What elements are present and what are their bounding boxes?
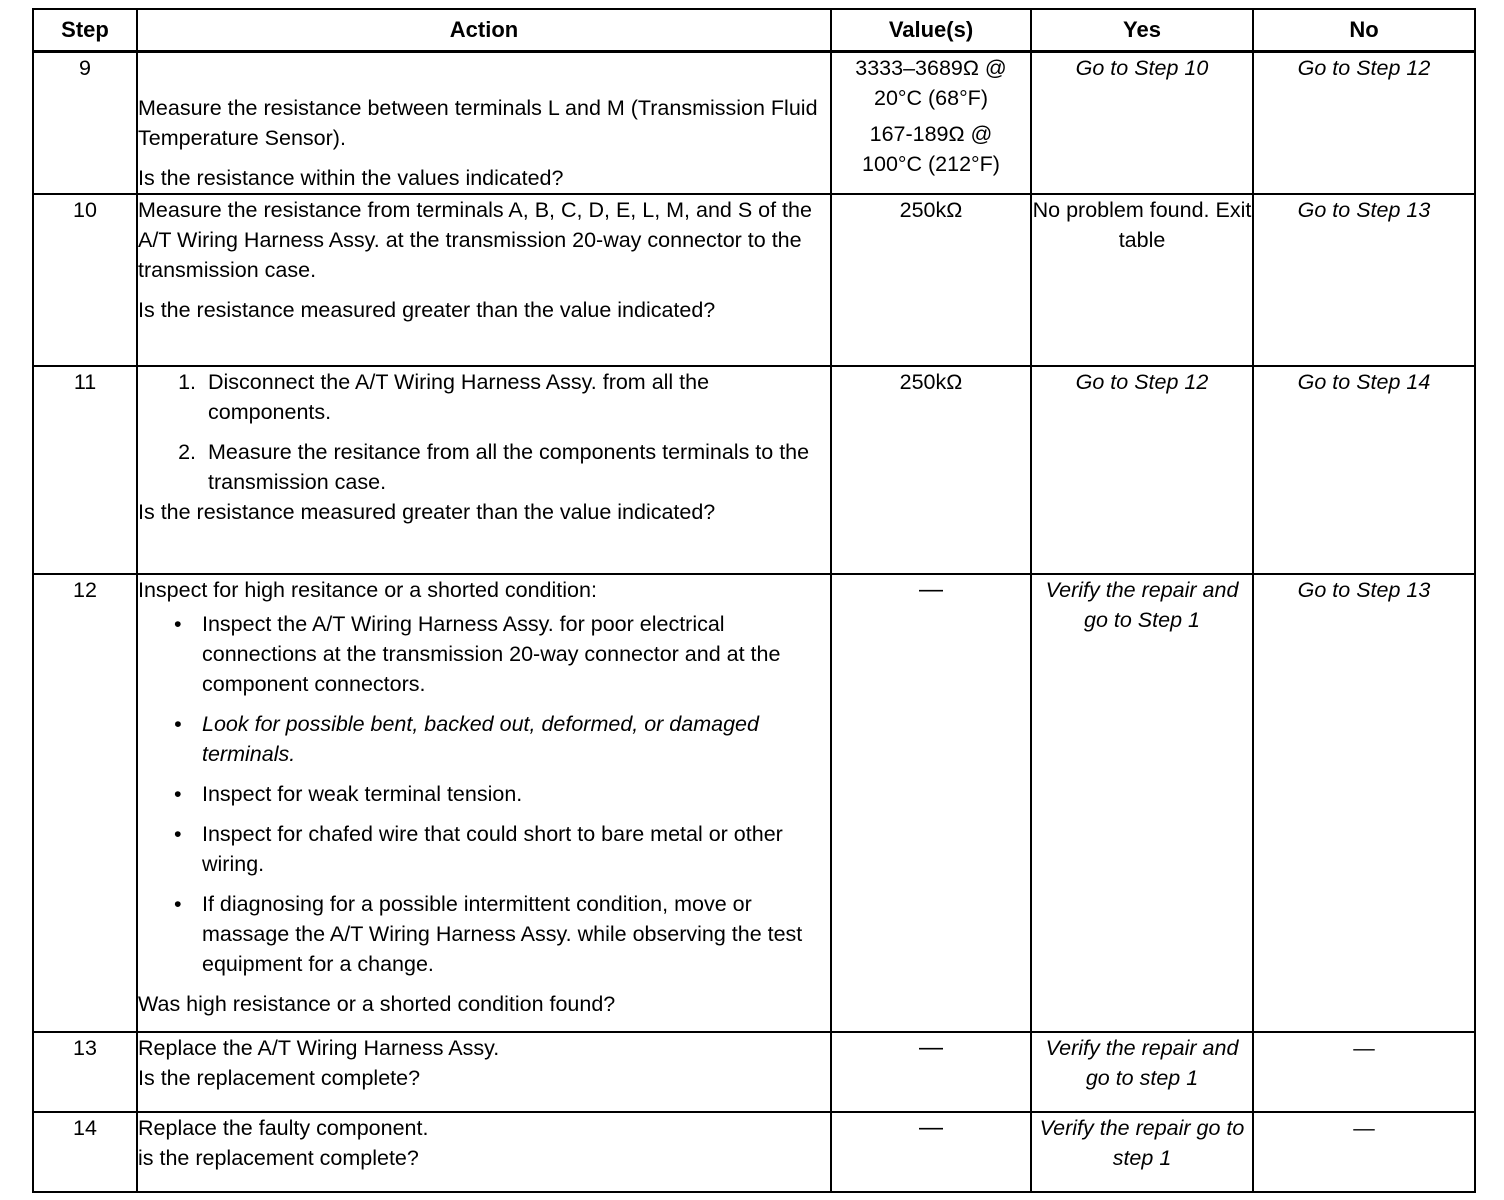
values-cell (831, 1032, 1031, 1112)
yes-outcome: No problem found. Exit table (1031, 194, 1253, 366)
yes-outcome: Verify the repair and go to Step 1 (1031, 574, 1253, 1032)
action-instruction: Replace the A/T Wiring Harness Assy. (138, 1035, 500, 1060)
values-cell (831, 1112, 1031, 1192)
value-line: 20°C (68°F) (874, 86, 988, 110)
value-line: 250kΩ (899, 369, 963, 394)
values-cell (831, 52, 1031, 194)
action-cell (137, 1112, 831, 1192)
table-row (33, 366, 1475, 574)
step-number: 9 (33, 52, 137, 194)
action-cell (137, 1032, 831, 1112)
table-row (33, 1032, 1475, 1112)
no-outcome: — (1253, 1112, 1475, 1192)
table-row (33, 52, 1475, 194)
header-step: Step (33, 9, 137, 52)
no-outcome: — (1253, 1032, 1475, 1112)
list-item: • Inspect for weak terminal tension. (202, 779, 830, 809)
no-outcome: Go to Step 12 (1253, 52, 1475, 194)
action-bullets-list (138, 609, 830, 979)
values-cell (831, 574, 1031, 1032)
action-instruction: Measure the resistance from terminals A, B, C, D, E, L, M, and S of the A/T Wiring Harness Assy. at the transmission 20-way connector to the transmission case. (138, 197, 812, 282)
list-item: • Look for possible bent, backed out, deformed, or damaged terminals. (202, 709, 830, 769)
table-row (33, 1112, 1475, 1192)
yes-outcome: Go to Step 10 (1031, 52, 1253, 194)
header-action: Action (137, 9, 831, 52)
value-line: — (919, 575, 943, 603)
header-values: Value(s) (831, 9, 1031, 52)
list-item: • Inspect the A/T Wiring Harness Assy. for poor electrical connections at the transmission 20-way connector and at the component connectors. (202, 609, 830, 699)
list-item: 1. Disconnect the A/T Wiring Harness Assy. from all the components. (202, 367, 830, 427)
action-question: Is the resistance measured greater than the value indicated? (138, 499, 716, 524)
action-question: is the replacement complete? (138, 1145, 419, 1170)
no-outcome: Go to Step 13 (1253, 194, 1475, 366)
step-number: 12 (33, 574, 137, 1032)
step-number: 11 (33, 366, 137, 574)
header-row (33, 9, 1475, 52)
list-item: 2. Measure the resitance from all the components terminals to the transmission case. (202, 437, 830, 497)
value-line: — (919, 1113, 943, 1141)
yes-outcome: Verify the repair and go to step 1 (1031, 1032, 1253, 1112)
step-number: 13 (33, 1032, 137, 1112)
action-question: Is the resistance measured greater than the value indicated? (138, 297, 716, 322)
action-instruction: Replace the faulty component. (138, 1115, 429, 1140)
value-line: 100°C (212°F) (862, 152, 1000, 176)
values-cell (831, 194, 1031, 366)
yes-outcome: Verify the repair go to step 1 (1031, 1112, 1253, 1192)
no-outcome: Go to Step 14 (1253, 366, 1475, 574)
diagnostic-table (32, 8, 1476, 1193)
action-cell (137, 52, 831, 194)
action-question: Is the replacement complete? (138, 1065, 421, 1090)
list-item: • If diagnosing for a possible intermittent condition, move or massage the A/T Wiring Harness Assy. while observing the test equipment for a change. (202, 889, 830, 979)
action-steps-list (138, 367, 830, 497)
yes-outcome: Go to Step 12 (1031, 366, 1253, 574)
step-number: 14 (33, 1112, 137, 1192)
action-intro: Inspect for high resitance or a shorted condition: (138, 577, 597, 602)
value-line: — (919, 1033, 943, 1061)
action-cell (137, 194, 831, 366)
action-question: Was high resistance or a shorted condition found? (138, 991, 616, 1016)
value-line: 167-189Ω @ (869, 122, 993, 146)
table-row (33, 194, 1475, 366)
value-line: 3333–3689Ω @ (855, 56, 1007, 80)
header-no: No (1253, 9, 1475, 52)
action-question: Is the resistance within the values indicated? (138, 165, 564, 190)
action-cell (137, 366, 831, 574)
value-line: 250kΩ (899, 197, 963, 222)
action-cell (137, 574, 831, 1032)
table-row (33, 574, 1475, 1032)
header-yes: Yes (1031, 9, 1253, 52)
no-outcome: Go to Step 13 (1253, 574, 1475, 1032)
step-number: 10 (33, 194, 137, 366)
list-item: • Inspect for chafed wire that could short to bare metal or other wiring. (202, 819, 830, 879)
values-cell (831, 366, 1031, 574)
action-instruction: Measure the resistance between terminals L and M (Transmission Fluid Temperature Sensor). (138, 95, 818, 150)
